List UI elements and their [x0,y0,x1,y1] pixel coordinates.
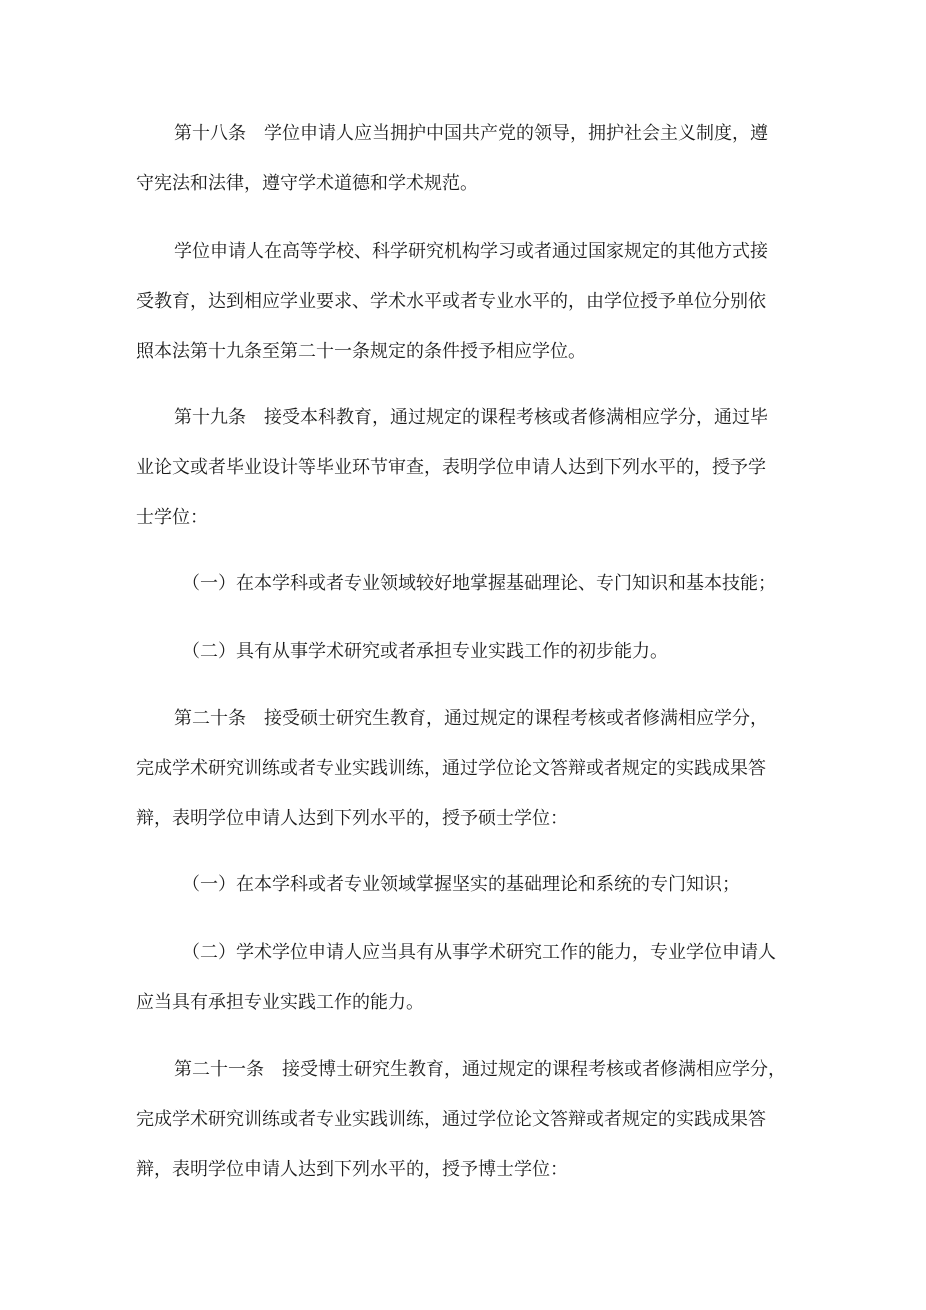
article-18-para-2-line-2: 受教育，达到相应学业要求、学术水平或者专业水平的，由学位授予单位分别依 [136,291,766,312]
article-20-line-1: 第二十条 接受硕士研究生教育，通过规定的课程考核或者修满相应学分， [174,708,768,729]
article-18-para-2-line-3: 照本法第十九条至第二十一条规定的条件授予相应学位。 [136,341,586,362]
article-19-item-2: （二）具有从事学术研究或者承担专业实践工作的初步能力。 [182,641,668,662]
article-20-line-3: 辩，表明学位申请人达到下列水平的，授予硕士学位： [136,808,568,829]
article-18-para-2-line-1: 学位申请人在高等学校、科学研究机构学习或者通过国家规定的其他方式接 [174,241,768,262]
article-19-item-1: （一）在本学科或者专业领域较好地掌握基础理论、专门知识和基本技能； [182,573,776,594]
article-20-item-2-line-1: （二）学术学位申请人应当具有从事学术研究工作的能力，专业学位申请人 [182,942,776,963]
article-20-item-1: （一）在本学科或者专业领域掌握坚实的基础理论和系统的专门知识； [182,874,740,895]
article-20-item-2-line-2: 应当具有承担专业实践工作的能力。 [136,992,424,1013]
article-21-line-2: 完成学术研究训练或者专业实践训练，通过学位论文答辩或者规定的实践成果答 [136,1109,766,1130]
article-18-line-2: 守宪法和法律，遵守学术道德和学术规范。 [136,173,478,194]
article-19-line-1: 第十九条 接受本科教育，通过规定的课程考核或者修满相应学分，通过毕 [174,407,768,428]
article-18-line-1: 第十八条 学位申请人应当拥护中国共产党的领导，拥护社会主义制度，遵 [174,123,768,144]
article-19-line-2: 业论文或者毕业设计等毕业环节审查，表明学位申请人达到下列水平的，授予学 [136,457,766,478]
article-21-line-3: 辩，表明学位申请人达到下列水平的，授予博士学位： [136,1159,568,1180]
article-20-line-2: 完成学术研究训练或者专业实践训练，通过学位论文答辩或者规定的实践成果答 [136,758,766,779]
article-19-line-3: 士学位： [136,507,208,528]
article-21-line-1: 第二十一条 接受博士研究生教育，通过规定的课程考核或者修满相应学分， [174,1059,786,1080]
